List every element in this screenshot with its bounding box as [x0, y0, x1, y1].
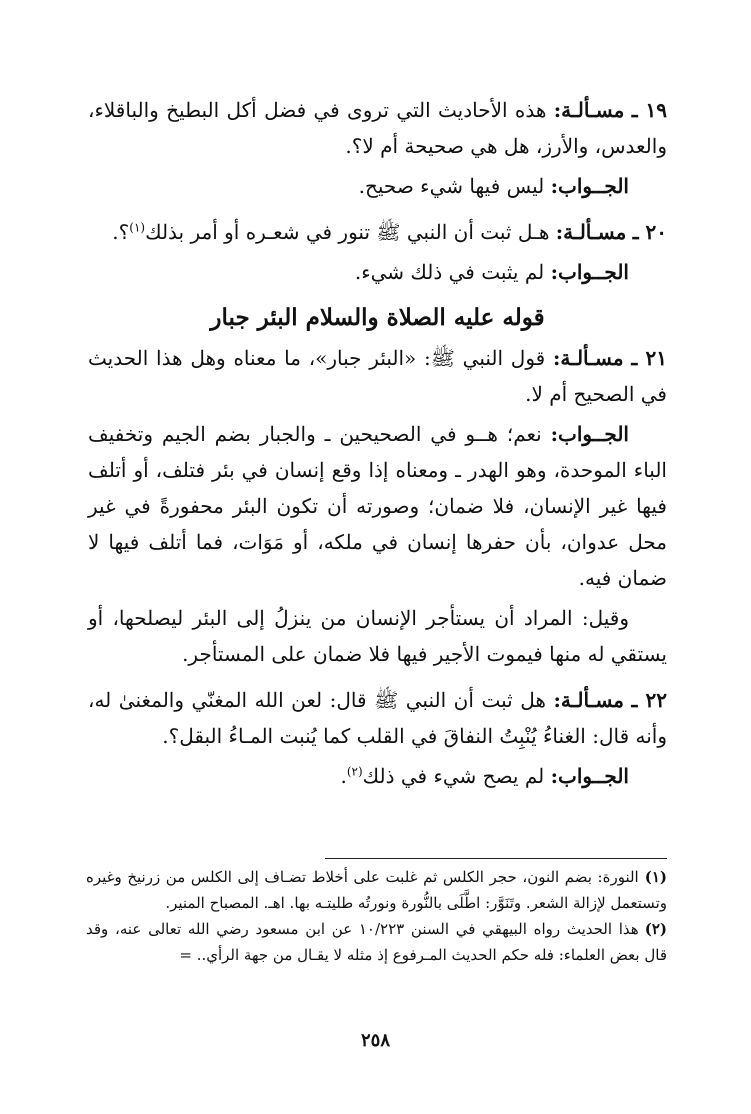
question-label: مسـألـة:: [553, 98, 625, 122]
footnote-number: (٢): [644, 920, 667, 938]
answer-text: نعم؛ هــو في الصحيحين ـ والجبار بضم الجيم وتخفيف الباء الموحدة، وهو الهدر ـ ومعناه إذا وقع إنسان في بئر فتلف، أو أتلف فيها غير الإنسان، فلا ضمان؛ وصورته أن تكون البئر محفورةً في غير محل عدوان، بأن حفرها إنسان في ملكه، أو مَوَات، فما أتلف فيها لا ضمان فيه.: [88, 422, 667, 590]
footnote-2: [86, 916, 667, 968]
question-20: [88, 214, 667, 250]
section-heading: قوله عليه الصلاة والسلام البئر جبار: [210, 304, 545, 331]
answer-19: [88, 168, 667, 204]
question-end: ؟.: [112, 220, 130, 244]
footnote-divider: [325, 858, 667, 859]
question-number: ٢٠ ـ: [632, 220, 667, 244]
footnote-ref: (١): [129, 220, 146, 235]
footnote-ref: (٢): [346, 764, 363, 779]
question-label: مسـألـة:: [555, 220, 627, 244]
question-22: [88, 682, 667, 754]
answer-21-continued: [88, 600, 667, 672]
answer-text: لم يثبت في ذلك شيء.: [354, 260, 545, 284]
answer-text: ليس فيها شيء صحيح.: [358, 174, 545, 198]
answer-text: لم يصح شيء في ذلك: [362, 764, 545, 788]
question-text: هذه الأحاديث التي تروى في فضل أكل البطيخ والباقلاء، والعدس، والأرز، هل هي صحيحة أم لا؟.: [88, 98, 667, 158]
main-text: [88, 92, 667, 794]
question-text: هل ثبت أن النبي ﷺ قال: لعن الله المغنّي والمغنىٰ له، وأنه قال: الغناءُ يُنْبِتُ النفاقَ في القلب كما يُنبت المـاءُ البقل؟.: [88, 688, 667, 748]
question-text: هـل ثبت أن النبي ﷺ تنور في شعـره أو أمر بذلك: [145, 220, 550, 244]
question-label: مسـألـة:: [553, 688, 625, 712]
question-number: ٢٢ ـ: [631, 688, 668, 712]
footnote-text: هذا الحديث رواه البيهقي في السنن ١٠/٢٢٣ عن ابن مسعود رضي الله تعالى عنه، وقد قال بعض العلماء: فله حكم الحديث المـرفوع إذ مثله لا يقـال من جهة الرأي.. =: [86, 920, 667, 964]
answer-21: [88, 416, 667, 596]
answer-label: الجــواب:: [550, 174, 629, 198]
question-21: [88, 340, 667, 412]
footnotes: [86, 864, 667, 968]
answer-text: وقيل: المراد أن يستأجر الإنسان من ينزلُ إلى البئر ليصلحها، أو يستقي له منها فيموت الأجير فيها فلا ضمان على المستأجر.: [88, 606, 667, 666]
question-number: ١٩ ـ: [631, 98, 668, 122]
footnote-1: [86, 864, 667, 916]
question-label: مسـألـة:: [552, 346, 624, 370]
answer-label: الجــواب:: [550, 422, 629, 446]
page-number: ٢٥٨: [360, 1030, 390, 1051]
footnote-text: النورة: بضم النون، حجر الكلس ثم غلبت على أخلاط تضـاف إلى الكلس من زرنيخ وغيره وتستعمل لإزالة الشعر. وتَنَوَّر: اطَّلَى بالنُّورة ونورتُه طليتـه بها. اهـ. المصباح المنير.: [86, 868, 667, 912]
answer-label: الجــواب:: [550, 260, 629, 284]
answer-22: [88, 758, 667, 794]
question-number: ٢١ ـ: [631, 346, 668, 370]
answer-end: .: [340, 764, 347, 788]
footnote-number: (١): [644, 868, 667, 886]
answer-20: [88, 254, 667, 290]
question-text: قول النبي ﷺ: «البئر جبار»، ما معناه وهل هذا الحديث في الصحيح أم لا.: [88, 346, 667, 406]
question-19: [88, 92, 667, 164]
answer-label: الجــواب:: [550, 764, 629, 788]
